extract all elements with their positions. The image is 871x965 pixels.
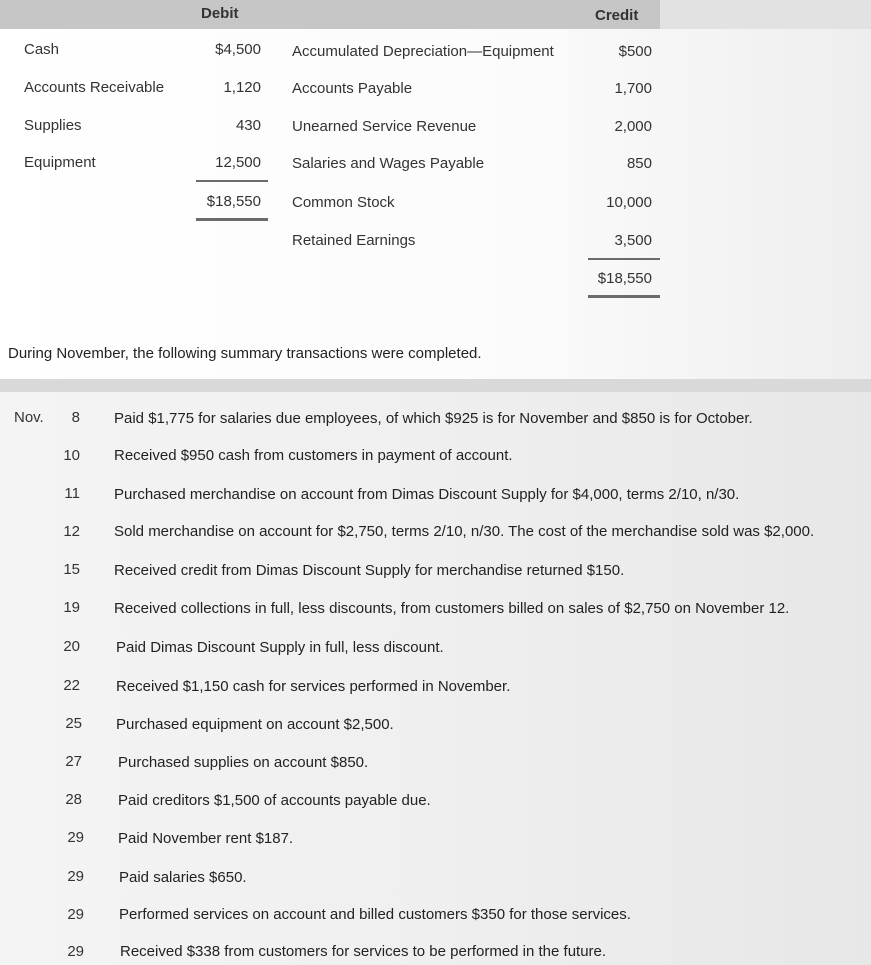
month-label: Nov. — [14, 409, 44, 426]
transaction-day: 29 — [67, 943, 84, 960]
credit-amount: 850 — [626, 155, 652, 172]
transactions-panel — [0, 392, 871, 965]
transaction-text: Purchased equipment on account $2,500. — [116, 716, 394, 733]
transaction-text: Paid $1,775 for salaries due employees, of which $925 is for November and $850 is for October. — [114, 410, 753, 427]
debit-amount: 1,120 — [223, 79, 261, 96]
credit-subtotal-rule — [588, 258, 660, 260]
transaction-text: Sold merchandise on account for $2,750, terms 2/10, n/30. The cost of the merchandise sold was $2,000. — [114, 523, 815, 540]
credit-account: Common Stock — [292, 194, 395, 211]
transaction-day: 29 — [67, 906, 84, 923]
debit-amount: 430 — [235, 117, 261, 134]
transaction-text: Received $950 cash from customers in payment of account. — [114, 447, 513, 464]
debit-amount: $4,500 — [215, 41, 261, 58]
header-bar — [0, 0, 871, 29]
transaction-day: 15 — [63, 561, 80, 578]
credit-total-rule — [588, 295, 660, 298]
debit-subtotal-rule — [196, 180, 268, 182]
transaction-day: 28 — [65, 791, 82, 808]
debit-total-rule — [196, 218, 268, 221]
debit-account: Cash — [24, 41, 60, 58]
transaction-text: Purchased merchandise on account from Dimas Discount Supply for $4,000, terms 2/10, n/30. — [114, 486, 740, 503]
transaction-text: Performed services on account and billed customers $350 for those services. — [119, 906, 631, 923]
intro-text: During November, the following summary transactions were completed. — [8, 345, 482, 362]
transaction-text: Received $1,150 cash for services performed in November. — [116, 678, 511, 695]
transaction-day: 11 — [64, 485, 80, 502]
credit-account: Salaries and Wages Payable — [292, 155, 485, 172]
credit-amount: 2,000 — [614, 118, 652, 135]
transaction-day: 27 — [65, 753, 82, 770]
transaction-day: 10 — [63, 447, 80, 464]
transaction-text: Paid Dimas Discount Supply in full, less discount. — [116, 639, 444, 656]
transaction-day: 29 — [67, 868, 84, 885]
transaction-day: 19 — [63, 599, 80, 616]
transaction-day: 20 — [63, 638, 80, 655]
credit-account: Unearned Service Revenue — [292, 118, 477, 135]
debit-header: Debit — [201, 5, 239, 22]
credit-account: Retained Earnings — [292, 232, 416, 249]
trial-balance-panel — [0, 0, 871, 379]
transaction-text: Paid creditors $1,500 of accounts payable due. — [118, 792, 431, 809]
transaction-text: Received $338 from customers for services to be performed in the future. — [120, 943, 607, 960]
credit-account: Accounts Payable — [292, 80, 413, 97]
transaction-text: Received collections in full, less discounts, from customers billed on sales of $2,750 on November 12. — [114, 600, 790, 617]
debit-total: $18,550 — [206, 193, 261, 210]
transaction-text: Paid salaries $650. — [119, 869, 247, 886]
credit-amount: 3,500 — [614, 232, 652, 249]
transaction-text: Purchased supplies on account $850. — [118, 754, 369, 771]
credit-header: Credit — [595, 7, 639, 24]
debit-amount: 12,500 — [215, 154, 261, 171]
transaction-day: 25 — [65, 715, 82, 732]
debit-account: Supplies — [24, 117, 82, 134]
transaction-text: Paid November rent $187. — [118, 830, 294, 847]
credit-amount: 10,000 — [606, 194, 652, 211]
transaction-text: Received credit from Dimas Discount Supply for merchandise returned $150. — [114, 562, 625, 579]
credit-amount: $500 — [618, 43, 652, 60]
transaction-day: 12 — [63, 523, 80, 540]
credit-account: Accumulated Depreciation—Equipment — [292, 43, 554, 60]
debit-account: Equipment — [24, 154, 96, 171]
debit-account: Accounts Receivable — [24, 79, 165, 96]
credit-total: $18,550 — [597, 270, 652, 287]
credit-amount: 1,700 — [614, 80, 652, 97]
transaction-day: 29 — [67, 829, 84, 846]
transaction-day: 22 — [63, 677, 80, 694]
transaction-day: 8 — [71, 409, 80, 426]
